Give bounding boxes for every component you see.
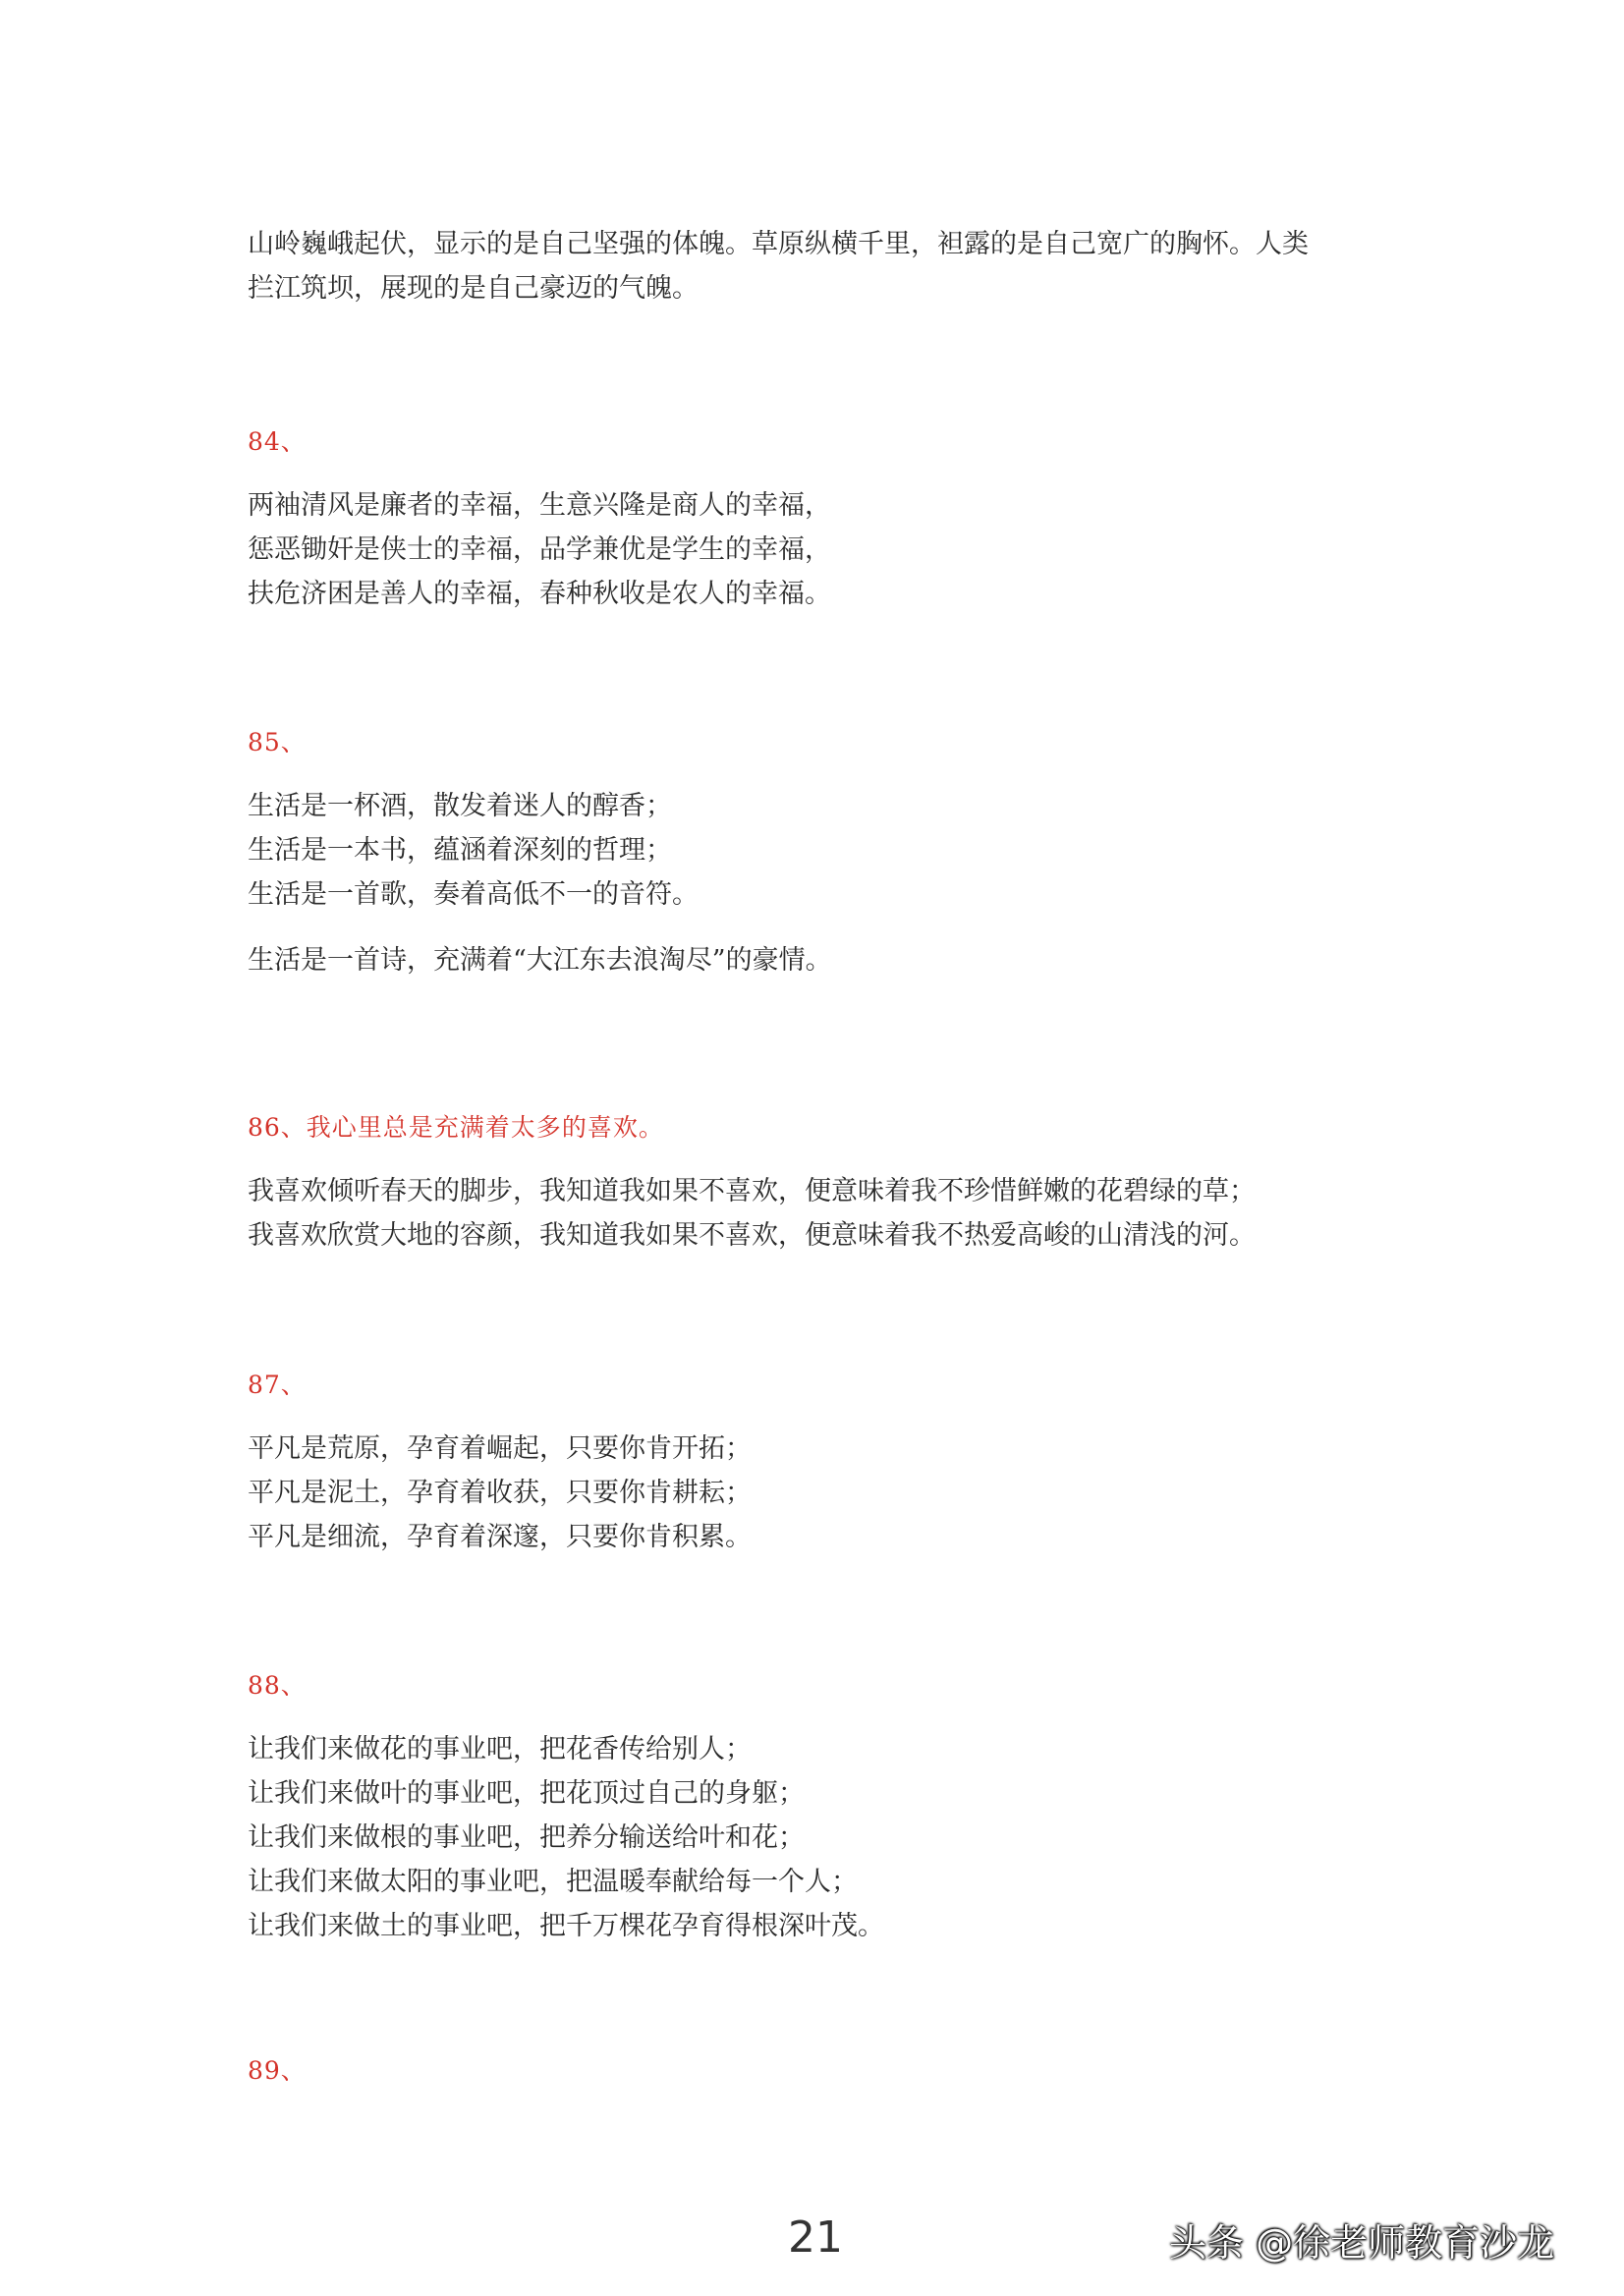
text-line: 生活是一杯酒，散发着迷人的醇香；: [248, 791, 672, 821]
text-line: 山岭巍峨起伏，显示的是自己坚强的体魄。草原纵横千里，袒露的是自己宽广的胸怀。人类: [248, 229, 1309, 259]
text-line: 生活是一本书，蕴涵着深刻的哲理；: [248, 835, 672, 866]
text-line: 让我们来做太阳的事业吧，把温暖奉献给每一个人；: [248, 1867, 858, 1897]
text-line: 扶危济困是善人的幸福，春种秋收是农人的幸福。: [248, 579, 831, 609]
text-line: 生活是一首诗，充满着“大江东去浪淘尽”的豪情。: [248, 945, 832, 976]
section-heading: 88、: [248, 1671, 307, 1700]
text-line: 惩恶锄奸是侠士的幸福，品学兼优是学生的幸福，: [248, 534, 831, 565]
text-line: 平凡是荒原，孕育着崛起，只要你肯开拓；: [248, 1433, 752, 1464]
text-line: 让我们来做叶的事业吧，把花顶过自己的身躯；: [248, 1778, 805, 1809]
section-heading: 87、: [248, 1371, 307, 1399]
text-line: 拦江筑坝，展现的是自己豪迈的气魄。: [248, 273, 699, 304]
section-heading: 89、: [248, 2056, 307, 2085]
intro-paragraph: [248, 222, 1387, 310]
text-line: 平凡是泥土，孕育着收获，只要你肯耕耘；: [248, 1478, 752, 1508]
text-line: 我喜欢欣赏大地的容颜，我知道我如果不喜欢，便意味着我不热爱高峻的山清浅的河。: [248, 1220, 1256, 1251]
section-heading: 85、: [248, 728, 307, 756]
section-84: [248, 422, 1387, 616]
section-heading: 86、我心里总是充满着太多的喜欢。: [248, 1113, 664, 1142]
section-87: [248, 1366, 1387, 1559]
text-line: 让我们来做根的事业吧，把养分输送给叶和花；: [248, 1822, 805, 1853]
section-88: [248, 1666, 1387, 1948]
page-number: 21: [788, 2212, 843, 2263]
text-line: 我喜欢倾听春天的脚步，我知道我如果不喜欢，便意味着我不珍惜鲜嫩的花碧绿的草；: [248, 1176, 1256, 1206]
text-line: 两袖清风是廉者的幸福，生意兴隆是商人的幸福，: [248, 490, 831, 521]
section-85: [248, 723, 1387, 982]
section-heading: 84、: [248, 427, 307, 456]
section-86: [248, 1108, 1387, 1258]
text-line: 让我们来做花的事业吧，把花香传给别人；: [248, 1734, 752, 1764]
watermark-logo-text: 头条 @徐老师教育沙龙: [1169, 2221, 1555, 2265]
text-line: 让我们来做土的事业吧，把千万棵花孕育得根深叶茂。: [248, 1911, 884, 1941]
section-89: [248, 2051, 1387, 2091]
text-line: 生活是一首歌，奏着高低不一的音符。: [248, 879, 699, 910]
text-line: 平凡是细流，孕育着深邃，只要你肯积累。: [248, 1522, 752, 1552]
